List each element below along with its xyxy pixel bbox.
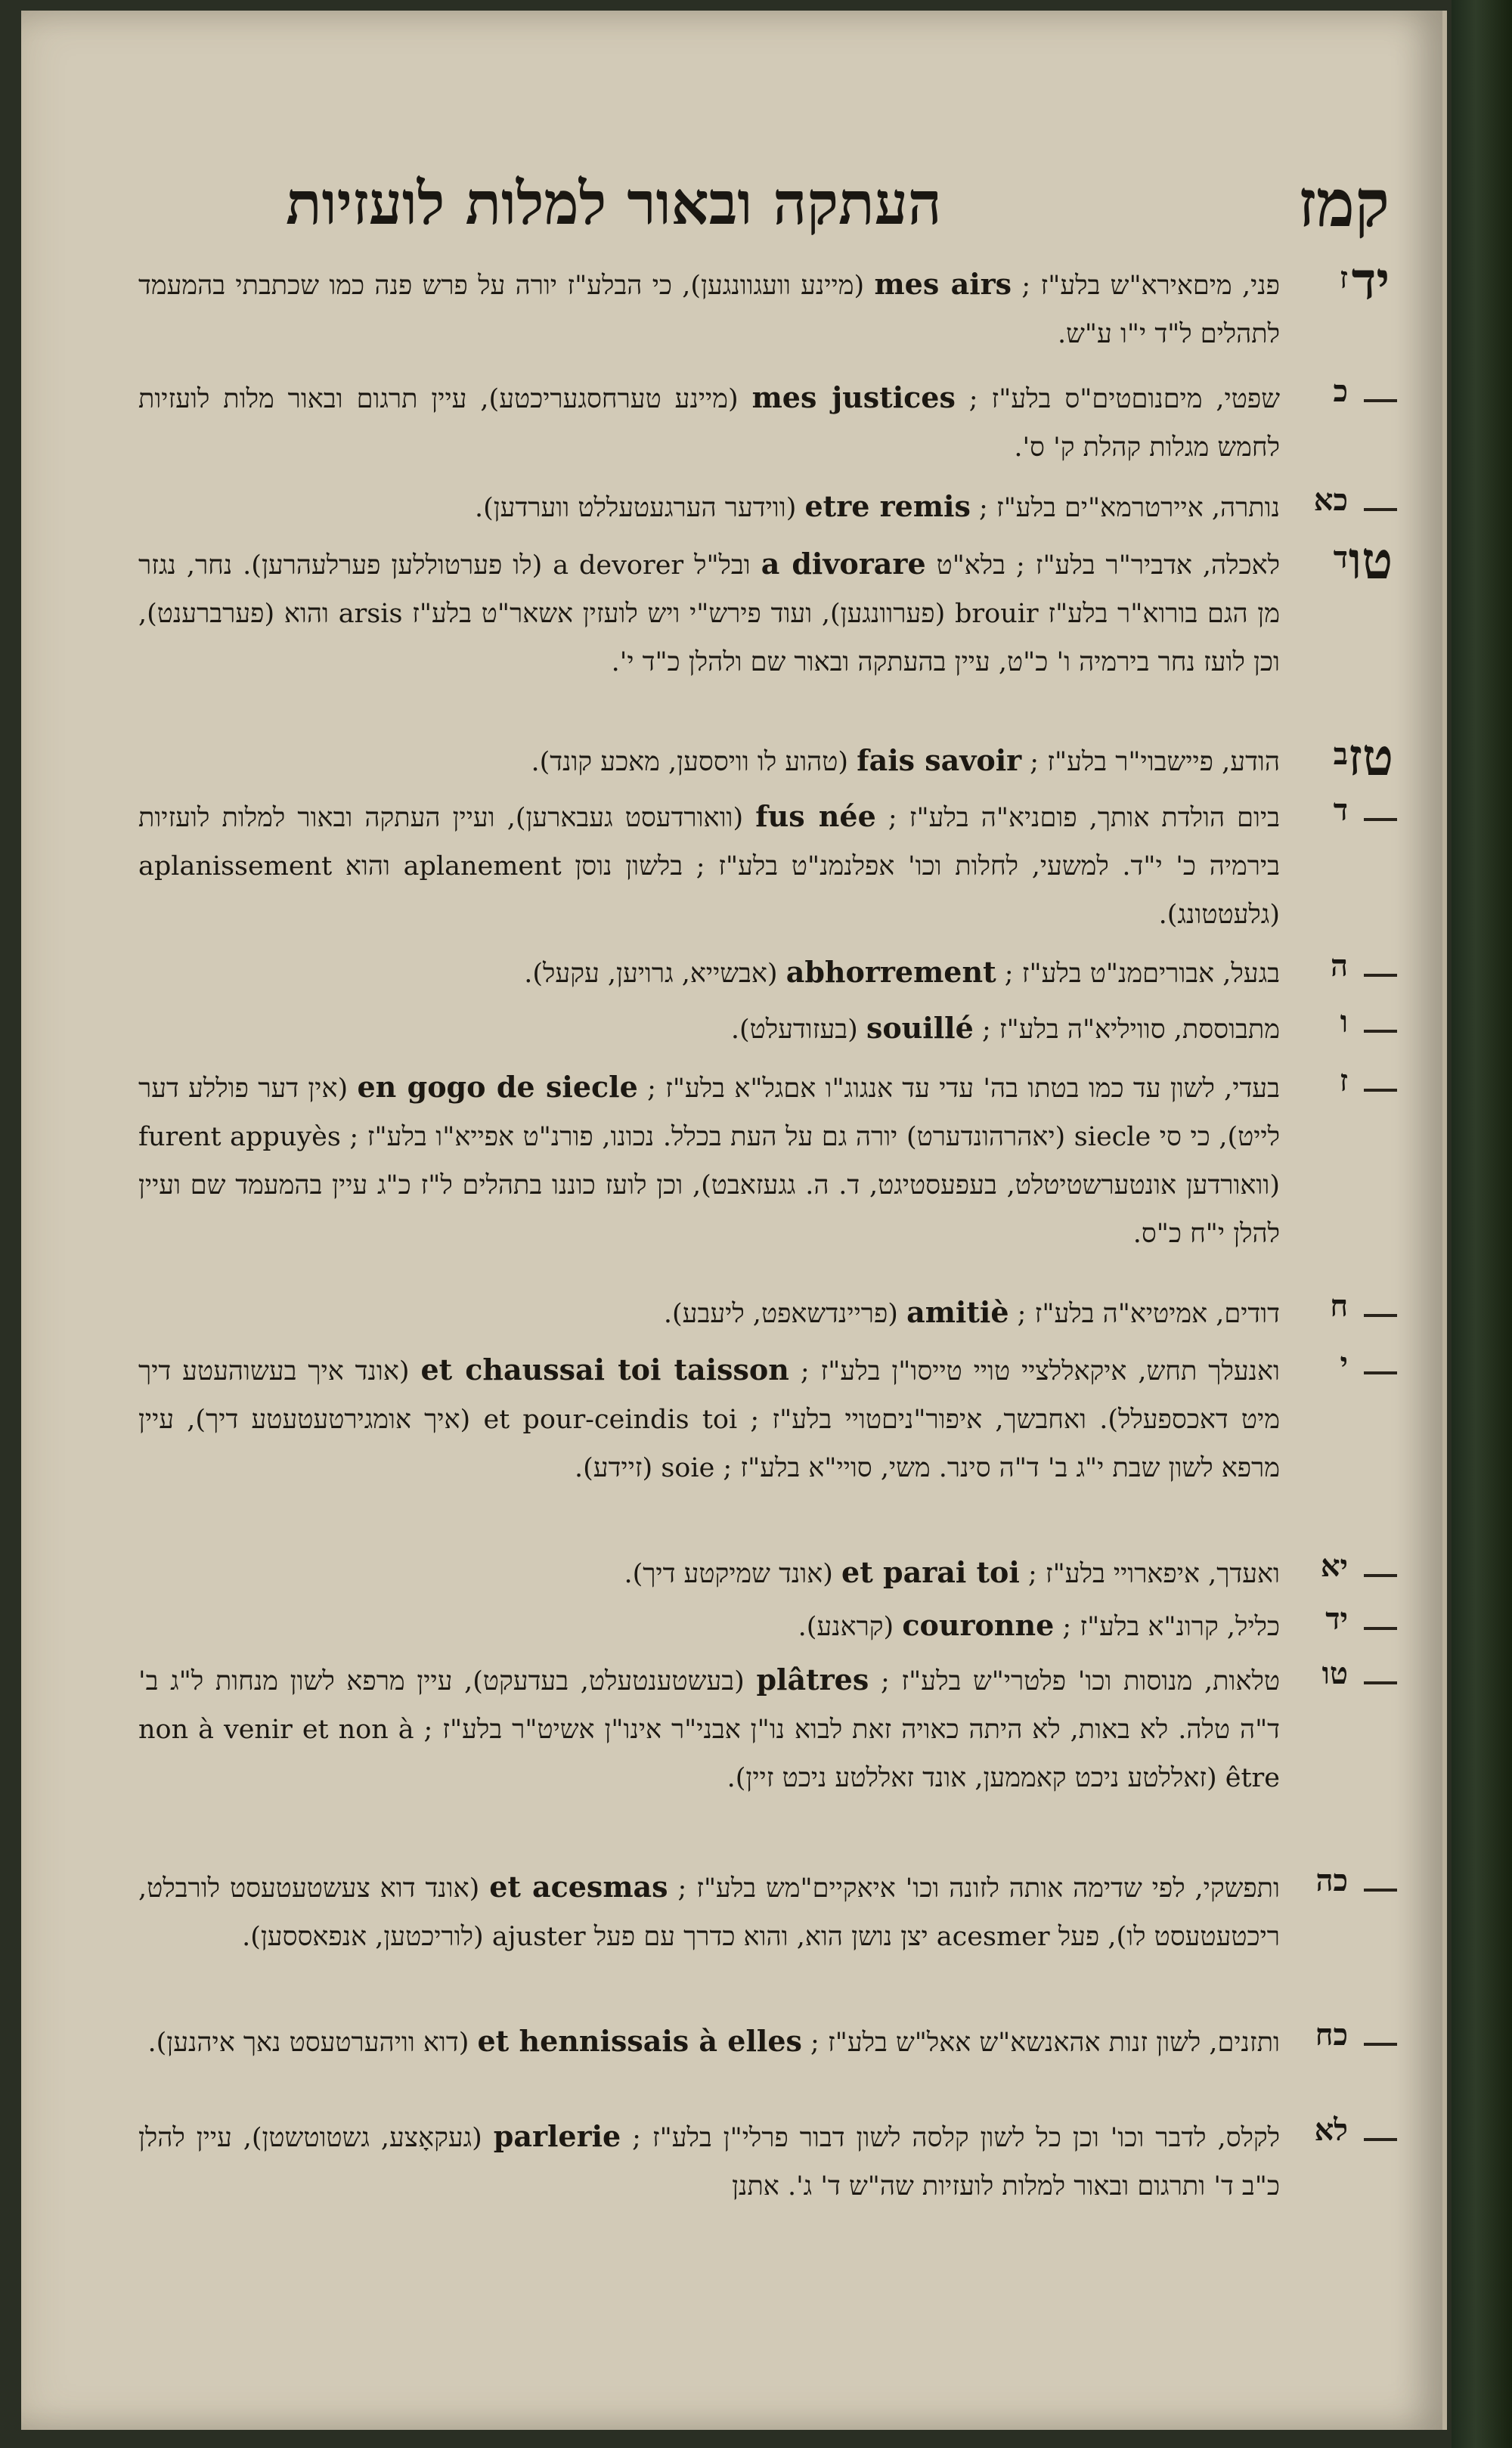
verse-number: ו (1340, 1004, 1348, 1040)
verse-number: כח (1315, 2017, 1348, 2053)
verse-number: לא (1314, 2112, 1348, 2148)
latin-gloss: en gogo de siecle (357, 1070, 638, 1104)
entry-commentary: (בעשטענטעלט, בעדעקט), עיין מרפא לשון מנחות ל"ג ב' ד"ה טלה. לא באות, לא היתה כאויה זאת לבוא נו"ן אבני"ר אינו"ן אשיט"ר בלע"ז ; non à venir et non à être (זאללטע ניכט קאממען, אונד זאללטע ניכט זיין). (138, 1666, 1281, 1793)
latin-gloss: et parai toi (841, 1555, 1020, 1589)
page-number: קמז (1298, 165, 1390, 242)
entry-commentary: (פריינדשאפט, ליעבע). (663, 1299, 898, 1329)
entry-text (138, 948, 1280, 998)
latin-gloss: plâtres (756, 1662, 869, 1697)
verse-number: טו (1321, 1656, 1348, 1691)
book-page (21, 11, 1447, 2430)
hebrew-lemma: דודים, אמיטיא"ה בלע"ז ; (1017, 1299, 1280, 1329)
verse-number: יד (1325, 1601, 1348, 1637)
entry-commentary: (קראנע). (798, 1612, 894, 1642)
latin-gloss: mes justices (751, 380, 956, 414)
continuation-dash (1364, 508, 1397, 511)
entry-text (138, 1548, 1280, 1598)
latin-gloss: parlerie (493, 2119, 621, 2153)
continuation-dash (1364, 2138, 1397, 2141)
latin-gloss: fais savoir (857, 743, 1022, 777)
continuation-dash (1364, 1681, 1397, 1684)
entry-commentary: (אונד שמיקטע דיך). (624, 1559, 833, 1589)
verse-number: י (1340, 1346, 1348, 1381)
latin-gloss: abhorrement (785, 955, 996, 989)
entry-text (138, 1288, 1280, 1338)
hebrew-lemma: לקלס, לדבר וכו' וכן כל לשון קלסה לשון דבור פרלי"ן בלע"ז ; (632, 2123, 1280, 2153)
latin-gloss: couronne (902, 1608, 1055, 1642)
continuation-dash (1364, 1030, 1397, 1033)
entry-commentary: (דוא וויהערטעסט נאך איהנען). (147, 2028, 469, 2058)
entry-text (138, 736, 1280, 786)
entry-commentary: (אין דער פוללע דער לייט), כי סי siecle (יאהרהונדערט) יורה גם על העת בכלל. נכונו, פורנ"ט אפייא"ו בלע"ז ; furent appuyès (וואורדען אונטערשטיטלט, בעפעסטיגט, ד. ה. גגעזאבט), וכן לועז כוננו בתהלים ל"ז כ"ג עיין בהמעמד שם ועיין להלן י"ח כ"ס. (138, 1074, 1280, 1249)
latin-gloss: et acesmas (489, 1870, 668, 1904)
verse-number: ב (1333, 736, 1348, 772)
entry-commentary: (אונד איך בעשוהעטע דיך מיט דאכספעלל). ואחבשך, איפור"ניםטויי בלע"ז ; et pour-ceindis toi (איך אומגירטעטעטע דיך), עיין מרפא לשון שבת י"ג ב' ד"ה סינר. משי, סויי"א בלע"ז ; soie (זיידע). (138, 1356, 1280, 1483)
entry-commentary: (מיינע וועגוונגען), כי הבלע"ז יורה על פרש פנה כמו שכתבתי בהמעמד לתהלים ל"ד י"ו ע"ש. (138, 271, 1280, 349)
entry-commentary: (טהוע לו וויססען, מאכע קונד). (531, 747, 849, 777)
page-header (195, 162, 1390, 245)
hebrew-lemma: כליל, קרונ"א בלע"ז ; (1062, 1612, 1280, 1642)
continuation-dash (1364, 1889, 1397, 1892)
latin-gloss: souillé (866, 1011, 974, 1045)
chapter-number: טז (1347, 727, 1394, 788)
hebrew-lemma: בגעל, אבוריםמנ"ט בלע"ז ; (1004, 959, 1280, 989)
hebrew-lemma: שפטי, מיםנוםטים"ס בלע"ז ; (968, 384, 1280, 414)
hebrew-lemma: ותזנים, לשון זנות אהאנשא"ש אאל"ש בלע"ז ; (810, 2028, 1280, 2058)
hebrew-lemma: מתבוססת, סוויליא"ה בלע"ז ; (981, 1015, 1280, 1045)
hebrew-lemma: בעדי, לשון עד כמו בטתו בה' עדי עד אנגוג"ו אםגל"א בלע"ז ; (647, 1074, 1280, 1104)
latin-gloss: et hennissais à elles (477, 2024, 802, 2058)
hebrew-lemma: טלאות, מנוסות וכו' פלטרי"ש בלע"ז ; (880, 1666, 1280, 1697)
entry-commentary: (וואורדעסט געבארען), ועיין העתקה ובאור למלות לועזיות בירמיה כ' י"ד. למשעי, לחלות וכו' אפלנמנ"ט בלע"ז ; בלשון נוסן aplanement והוא aplanissement (גלעטטונג). (138, 803, 1280, 930)
continuation-dash (1364, 2043, 1397, 2046)
hebrew-lemma: לאכלה, אדביר"ר בלע"ז ; בלא"ט (936, 550, 1280, 581)
entry-text (138, 2112, 1280, 2211)
entry-text (138, 482, 1280, 532)
hebrew-lemma: ותפשקי, לפי שדימה אותה לזונה וכו' איאקיים"מש בלע"ז ; (677, 1873, 1280, 1904)
verse-number: ז (1339, 1063, 1348, 1099)
hebrew-lemma: הודע, פיישבוי"ר בלע"ז ; (1030, 747, 1280, 777)
hebrew-lemma: ואנעלך תחש, איקאללציי טויי טייסו"ן בלע"ז ; (800, 1356, 1280, 1387)
entry-text (138, 1863, 1280, 1961)
entry-text (138, 1346, 1280, 1492)
entry-text (138, 1063, 1280, 1258)
continuation-dash (1364, 1371, 1397, 1374)
page-title: העתקה ובאור למלות לועזיות (286, 169, 942, 238)
hebrew-lemma: ואעדך, איפארויי בלע"ז ; (1027, 1559, 1280, 1589)
entry-text (138, 373, 1280, 472)
entry-commentary: (אונד דוא צעשטעטעסט לורבלט, ריכטעטעסט לו), פעל acesmer יצן נושן הוא, והוא כדרך עם פעל ajuster (לוריכטען, אנפאססען). (138, 1873, 1280, 1952)
entry-text (138, 260, 1280, 358)
latin-gloss: amitiè (906, 1295, 1009, 1329)
latin-gloss: mes airs (874, 267, 1012, 301)
latin-gloss: et chaussai toi taisson (420, 1353, 789, 1387)
catchword: אתנן (732, 2171, 779, 2202)
entry-commentary: (געקאָצע, גשטוטשטן), עיין להלן כ"ב ד' ותרגום ובאור למלות לועזיות שה"ש ד' ג'. (138, 2123, 1280, 2202)
entry-text (138, 2017, 1280, 2067)
continuation-dash (1364, 399, 1397, 402)
entry-commentary: (אבשייא, גרויען, עקעל). (524, 959, 778, 989)
verse-number: כא (1313, 482, 1348, 518)
verse-number: ד (1333, 540, 1348, 575)
verse-number: כה (1315, 1863, 1348, 1898)
hebrew-lemma: נותרה, איירטרמא"ים בלע"ז ; (979, 493, 1280, 523)
continuation-dash (1364, 1089, 1397, 1092)
entry-commentary: (בעזודעלט). (730, 1015, 858, 1045)
verse-number: ד (1333, 792, 1348, 828)
verse-number: ה (1330, 948, 1348, 984)
latin-gloss: fus née (755, 799, 876, 833)
entry-text (138, 1656, 1280, 1802)
entry-text (138, 1004, 1280, 1054)
chapter-number: יד (1351, 251, 1390, 311)
verse-number: יא (1320, 1548, 1348, 1584)
continuation-dash (1364, 1627, 1397, 1630)
entry-text (138, 792, 1280, 939)
chapter-number: טו (1348, 531, 1393, 591)
entry-commentary: ובל"ל a devorer (לו פערטוללען פערלעהרען). נחר, נגזר מן הגם בורוא"ר בלע"ז brouir (פערוונגען), ועוד פירש"י ויש לועזין אשאר"ט בלע"ז arsis והוא (פערברענט), וכן לועז נחר בירמיה ו' כ"ט, עיין בהעתקה ובאור שם ולהלן כ"ד י'. (138, 550, 1280, 677)
latin-gloss: a divorare (761, 547, 926, 581)
continuation-dash (1364, 974, 1397, 977)
entry-text (138, 1601, 1280, 1651)
verse-number: ז (1339, 260, 1348, 296)
hebrew-lemma: פני, מיםאירא"ש בלע"ז ; (1021, 271, 1280, 301)
continuation-dash (1364, 1314, 1397, 1317)
continuation-dash (1364, 1574, 1397, 1577)
entry-commentary: (ווידער הערגעטעללט ווערדען). (474, 493, 797, 523)
latin-gloss: etre remis (804, 489, 971, 523)
verse-number: כ (1333, 373, 1348, 409)
book-spine-edge (1452, 0, 1512, 2448)
entry-commentary: (מיינע טערחסגעריכטע), עיין תרגום ובאור מלות לועזיות לחמש מגלות קהלת ק' ס'. (138, 384, 1280, 463)
verse-number: ח (1330, 1288, 1348, 1324)
continuation-dash (1364, 818, 1397, 821)
entry-text (138, 540, 1280, 686)
hebrew-lemma: ביום הולדת אותך, פוםניא"ה בלע"ז ; (888, 803, 1280, 833)
